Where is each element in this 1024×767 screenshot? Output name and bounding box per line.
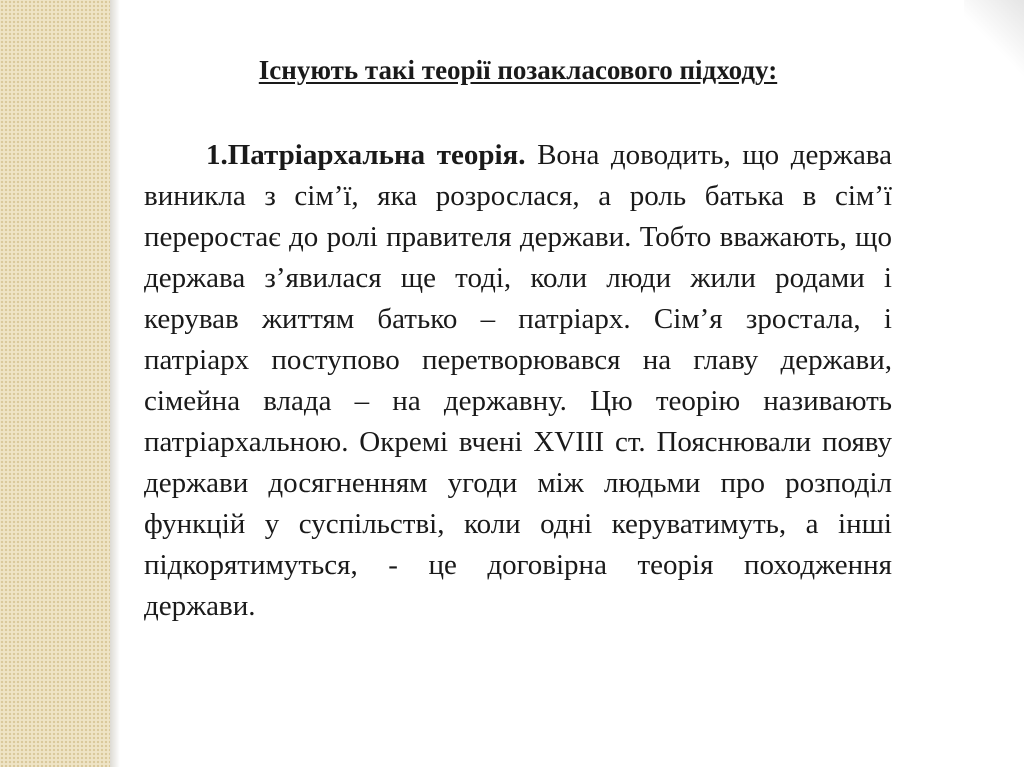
slide-content <box>144 50 892 627</box>
sidebar-shadow <box>110 0 120 767</box>
spacer <box>144 90 892 135</box>
slide-heading: Існують такі теорії позакласового підходу: <box>258 55 778 85</box>
body-paragraph <box>144 135 892 627</box>
corner-shadow <box>964 0 1024 80</box>
decorative-sidebar <box>0 0 110 767</box>
paragraph-text: Вона доводить, що держава виникла з сім’ї, яка розрослася, а роль батька в сім’ї переростає до ролі правителя держави. Тобто вважають, що держава з’явилася ще тоді, коли люди жили родами і керував життям батько – патріарх. Сім’я зростала, і патріарх поступово перетворювався на главу держави, сімейна влада – на державну. Цю теорію називають патріархальною. Окремі вчені XVIII ст. Пояснювали появу держави досягненням угоди між людьми про розподіл функцій у суспільстві, коли одні керуватимуть, а інші підкорятимуться, - це договірна теорія походження держави. <box>144 139 892 622</box>
paragraph-lead: 1.Патріархальна теорія. <box>206 139 526 171</box>
